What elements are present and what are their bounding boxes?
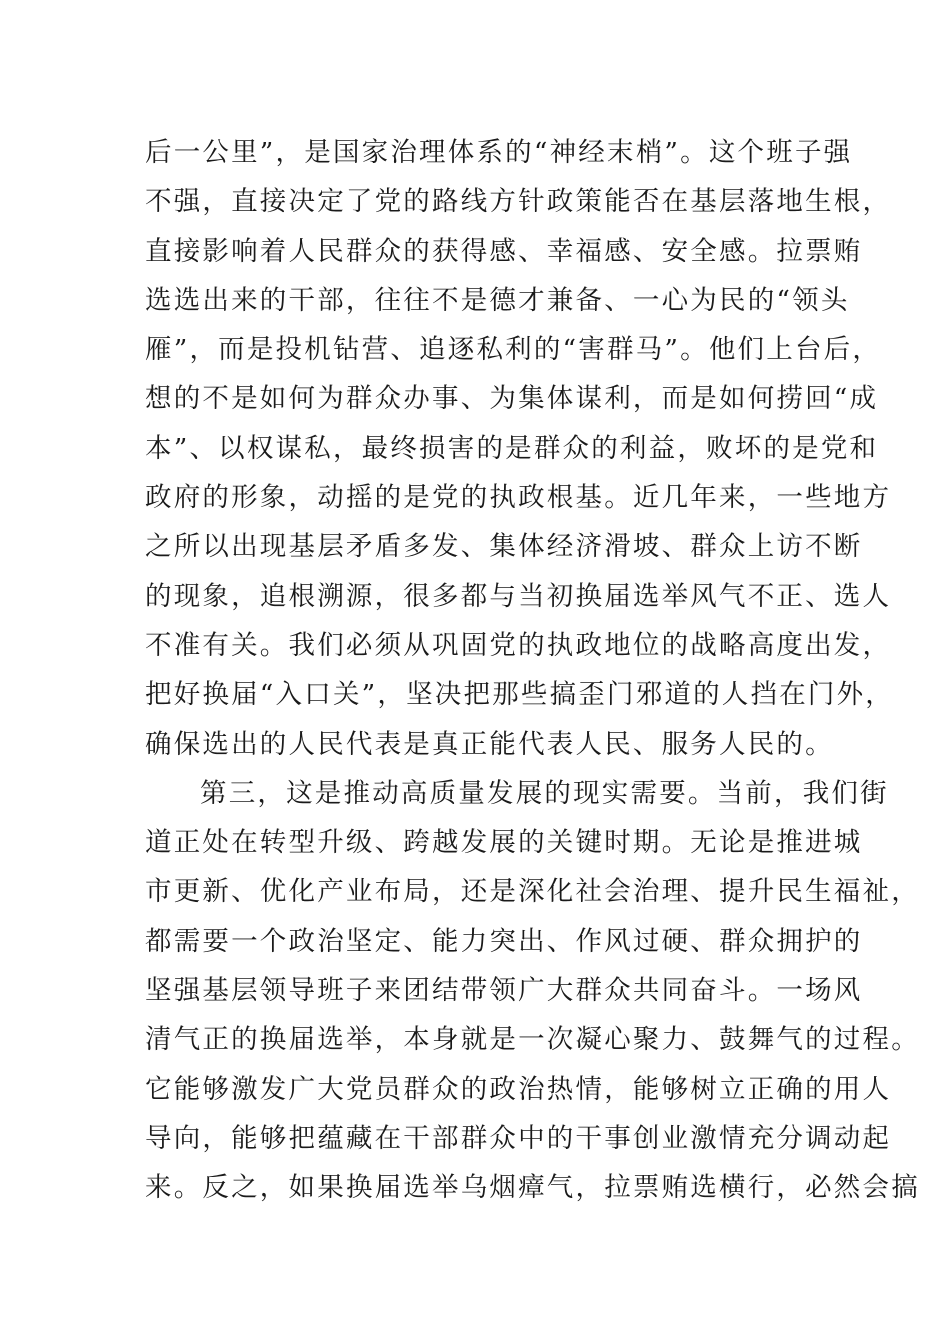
text-line: 它能够激发广大党员群众的政治热情，能够树立正确的用人 <box>145 1073 892 1105</box>
text-line: 想的不是如何为群众办事、为集体谋利，而是如何捞回“成 <box>145 383 879 415</box>
text-line: 选选出来的干部，往往不是德才兼备、一心为民的“领头 <box>145 284 850 316</box>
paragraph-start-line: 第三，这是推动高质量发展的现实需要。当前，我们街 <box>200 777 889 809</box>
text-line: 不准有关。我们必须从巩固党的执政地位的战略高度出发， <box>145 629 892 661</box>
text-line: 后一公里”，是国家治理体系的“神经末梢”。这个班子强 <box>145 137 853 168</box>
text-line: 不强，直接决定了党的路线方针政策能否在基层落地生根， <box>145 186 892 218</box>
text-line: 坚强基层领导班子来团结带领广大群众共同奋斗。一场风 <box>145 975 863 1007</box>
text-line: 政府的形象，动摇的是党的执政根基。近几年来，一些地方 <box>145 482 892 514</box>
body-text <box>145 128 920 1213</box>
text-line: 市更新、优化产业布局，还是深化社会治理、提升民生福祉， <box>145 876 920 908</box>
text-line: 之所以出现基层矛盾多发、集体经济滑坡、群众上访不断 <box>145 531 863 563</box>
text-line: 的现象，追根溯源，很多都与当初换届选举风气不正、选人 <box>145 580 892 612</box>
text-line: 清气正的换届选举，本身就是一次凝心聚力、鼓舞气的过程。 <box>145 1024 920 1056</box>
text-line: 确保选出的人民代表是真正能代表人民、服务人民的。 <box>145 728 834 760</box>
text-line: 导向，能够把蕴藏在干部群众中的干事创业激情充分调动起 <box>145 1122 892 1154</box>
text-line: 雁”，而是投机钻营、追逐私利的“害群马”。他们上台后， <box>145 334 882 366</box>
text-line: 直接影响着人民群众的获得感、幸福感、安全感。拉票贿 <box>145 235 863 267</box>
text-line: 都需要一个政治坚定、能力突出、作风过硬、群众拥护的 <box>145 925 863 957</box>
text-line: 来。反之，如果换届选举乌烟瘴气，拉票贿选横行，必然会搞 <box>145 1172 920 1204</box>
text-line: 本”、以权谋私，最终损害的是群众的利益，败坏的是党和 <box>145 432 879 464</box>
text-line: 道正处在转型升级、跨越发展的关键时期。无论是推进城 <box>145 827 863 859</box>
text-line: 把好换届“入口关”，坚决把那些搞歪门邪道的人挡在门外， <box>145 679 894 711</box>
